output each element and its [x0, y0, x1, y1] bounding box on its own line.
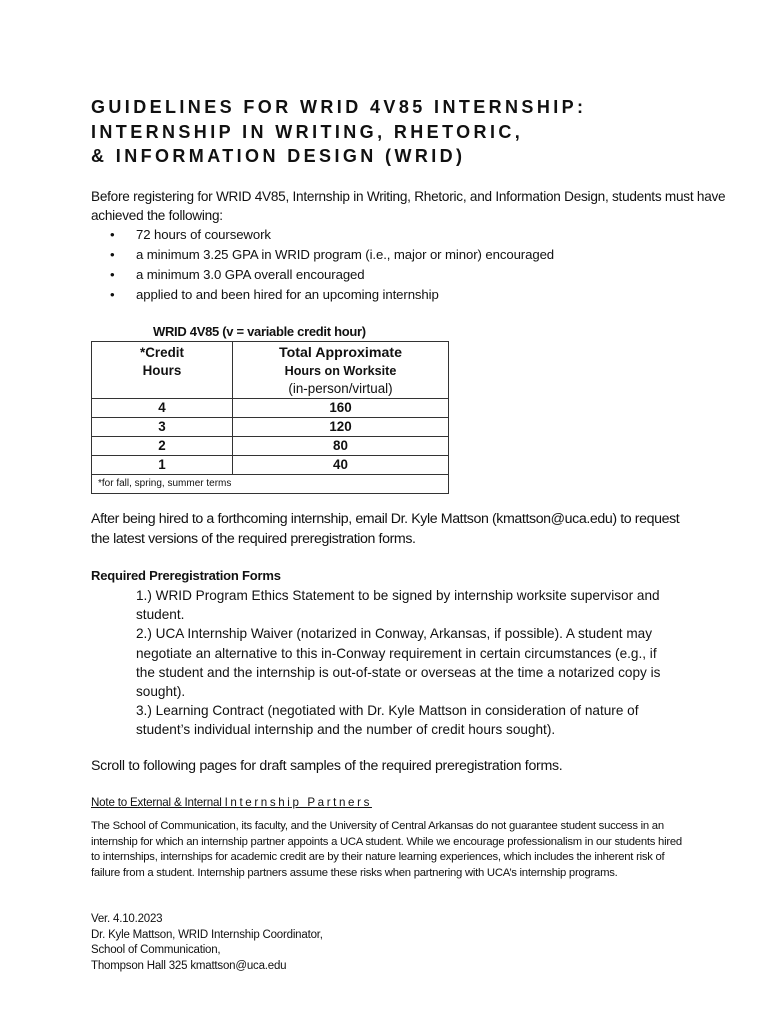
cell-hours: 120 [233, 418, 449, 437]
list-item: • 72 hours of coursework [110, 225, 554, 245]
table-footnote: *for fall, spring, summer terms [92, 475, 449, 494]
list-item: 1.) WRID Program Ethics Statement to be signed by internship worksite supervisor and student. [136, 588, 660, 623]
table-row [92, 437, 449, 456]
forms-heading: Required Preregistration Forms [91, 568, 281, 583]
scroll-note: Scroll to following pages for draft samples of the required preregistration forms. [91, 758, 563, 774]
cell-hours: 80 [233, 437, 449, 456]
note-paragraph: The School of Communication, its faculty, and the University of Central Arkansas do not guarantee student success in an internship for which an internship partner appoints a UCA student. While we encourage professionalism in our students hired to internships, internships for academic credit are by their nature learning experiences, which includes the inherent risk of failure from a student. Internship partners assume these risks when partnering with UCA’s internship programs. [91, 820, 682, 879]
after-hired-paragraph: After being hired to a forthcoming internship, email Dr. Kyle Mattson (kmattson@uca.edu) to request the latest versions of the required preregistration forms. [91, 511, 680, 547]
list-item: 3.) Learning Contract (negotiated with Dr. Kyle Mattson in consideration of nature of student’s individual internship and the number of credit hours sought). [136, 703, 639, 738]
list-item: • applied to and been hired for an upcoming internship [110, 285, 554, 305]
table-header-row [92, 342, 449, 399]
version-line: Ver. 4.10.2023 [91, 913, 163, 925]
version-block [91, 912, 323, 974]
table-row [92, 418, 449, 437]
bullet-icon: • [110, 247, 115, 262]
table-row [92, 399, 449, 418]
header-worksite-hours: Total Approximate Hours on Worksite (in-person/virtual) [233, 342, 449, 399]
bullet-icon: • [110, 227, 115, 242]
list-item: • a minimum 3.25 GPA in WRID program (i.e., major or minor) encouraged [110, 245, 554, 265]
title-line-1: GUIDELINES FOR WRID 4V85 INTERNSHIP: [91, 97, 587, 117]
requirements-list [110, 225, 554, 305]
cell-credit: 1 [92, 456, 233, 475]
document-title [91, 95, 731, 169]
list-item: • a minimum 3.0 GPA overall encouraged [110, 265, 554, 285]
title-line-3: & INFORMATION DESIGN (WRID) [91, 146, 466, 166]
credit-hours-table [91, 341, 449, 494]
bullet-icon: • [110, 267, 115, 282]
table-caption: WRID 4V85 (v = variable credit hour) [153, 324, 366, 339]
school-line: School of Communication, [91, 944, 221, 957]
cell-hours: 40 [233, 456, 449, 475]
bullet-icon: • [110, 287, 115, 302]
coordinator-line: Dr. Kyle Mattson, WRID Internship Coordinator, [91, 928, 323, 941]
cell-credit: 3 [92, 418, 233, 437]
cell-hours: 160 [233, 399, 449, 418]
cell-credit: 4 [92, 399, 233, 418]
title-line-2: INTERNSHIP IN WRITING, RHETORIC, [91, 121, 524, 142]
note-heading: Note to External & Internal Internship Partners [91, 796, 372, 809]
table-row [92, 456, 449, 475]
forms-list [136, 586, 676, 740]
address-line: Thompson Hall 325 kmattson@uca.edu [91, 959, 287, 972]
list-item: 2.) UCA Internship Waiver (notarized in Conway, Arkansas, if possible). A student may negotiate an alternative to this in-Conway requirement in certain circumstances (e.g., if the student and the internship is out-of-state or overseas at the time a notarized copy is sought). [136, 626, 661, 700]
cell-credit: 2 [92, 437, 233, 456]
table-footnote-row [92, 475, 449, 494]
header-credit-hours: *Credit Hours [92, 342, 233, 399]
intro-paragraph: Before registering for WRID 4V85, Internship in Writing, Rhetoric, and Information Design, students must have achieved the following: [91, 189, 726, 223]
